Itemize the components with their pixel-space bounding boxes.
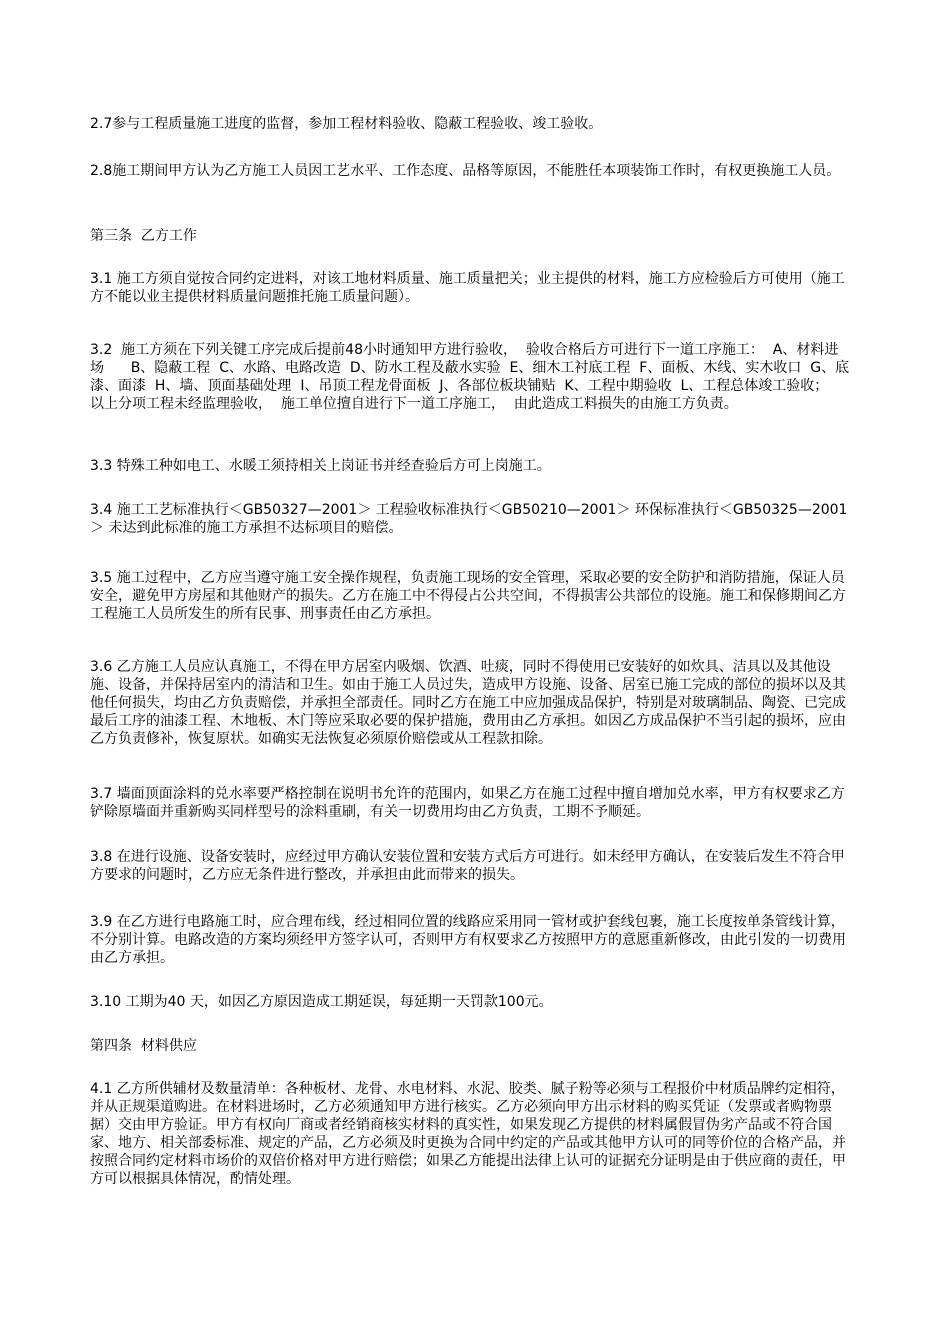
clause-3-3: 3.3 特殊工种如电工、水暖工须持相关上岗证书并经查验后方可上岗施工。 <box>90 458 551 474</box>
article-4-heading: 第四条 材料供应 <box>90 1038 197 1054</box>
clause-4-1: 4.1 乙方所供辅材及数量清单：各种板材、龙骨、水电材料、水泥、胶类、腻子粉等必须与工程报价中材质品牌约定相符，并从正规渠道购进。在材料进场时，乙方必须通知甲方进行核实。乙方必须向甲方出示材料的购买凭证（发票或者购物票据）交由甲方验证。甲方有权向厂商或者经销商核实材料的真实性，如果发现乙方提供的材料属假冒伪劣产品或不符合国家、地方、相关部委标准、规定的产品，乙方必须及时更换为合同中约定的产品或其他甲方认可的同等价位的合格产品，并按照合同约定材料市场价的双倍价格对甲方进行赔偿；如果乙方能提出法律上认可的证据充分证明是由于供应商的责任，甲方可以根据具体情况，酌情处理。 <box>90 1081 846 1187</box>
article-3-heading: 第三条 乙方工作 <box>90 228 197 244</box>
clause-3-2: 3.2 施工方须在下列关键工序完成后提前48小时通知甲方进行验收， 验收合格后方可进行下一道工序施工： A、材料进场 B、隐蔽工程 C、水路、电路改造 D、防水工程及蔽水实验 E、细木工衬底工程 F、面板、木线、实木收口 G、底漆、面漆 H、墙、顶面基础处理 I、吊顶工程龙骨面板 J、各部位板块铺贴 K、工程中期验收 L、工程总体竣工验收； 以上分项工程未经监理验收， 施工单位擅自进行下一道工序施工， 由此造成工料损失的由施工方负责。 <box>90 342 850 412</box>
clause-3-7: 3.7 墙面顶面涂料的兑水率要严格控制在说明书允许的范围内，如果乙方在施工过程中擅自增加兑水率，甲方有权要求乙方铲除原墙面并重新购买同样型号的涂料重刷，有关一切费用均由乙方负责，工期不予顺延。 <box>90 786 845 820</box>
clause-3-4: 3.4 施工工艺标准执行＜GB50327—2001＞ 工程验收标准执行＜GB50210—2001＞ 环保标准执行＜GB50325—2001＞ 未达到此标准的施工方承担不达标项目的赔偿。 <box>90 502 848 536</box>
clause-3-10: 3.10 工期为40 天，如因乙方原因造成工期延误，每延期一天罚款100元。 <box>90 994 553 1010</box>
clause-3-1: 3.1 施工方须自觉按合同约定进料，对该工地材料质量、施工质量把关；业主提供的材料，施工方应检验后方可使用（施工方不能以业主提供材料质量问题推托施工质量问题）。 <box>90 271 845 305</box>
clause-2-8: 2.8施工期间甲方认为乙方施工人员因工艺水平、工作态度、品格等原因，不能胜任本项装饰工作时，有权更换施工人员。 <box>90 163 841 179</box>
clause-3-8: 3.8 在进行设施、设备安装时，应经过甲方确认安装位置和安装方式后方可进行。如未经甲方确认，在安装后发生不符合甲方要求的问题时，乙方应无条件进行整改，并承担由此而带来的损失。 <box>90 849 845 883</box>
clause-3-6: 3.6 乙方施工人员应认真施工，不得在甲方居室内吸烟、饮酒、吐痰，同时不得使用已安装好的如炊具、洁具以及其他设施、设备，并保持居室内的清洁和卫生。如由于施工人员过失，造成甲方设施、设备、居室已施工完成的部位的损坏以及其他任何损失，均由乙方负责赔偿，并承担全部责任。同时乙方在施工中应加强成品保护，特别是对玻璃制品、陶瓷、已完成最后工序的油漆工程、木地板、木门等应采取必要的保护措施，费用由乙方承担。如因乙方成品保护不当引起的损坏，应由乙方负责修补，恢复原状。如确实无法恢复必须原价赔偿或从工程款扣除。 <box>90 659 846 747</box>
clause-2-7: 2.7参与工程质量施工进度的监督，参加工程材料验收、隐蔽工程验收、竣工验收。 <box>90 116 603 132</box>
clause-3-9: 3.9 在乙方进行电路施工时，应合理布线，经过相同位置的线路应采用同一管材或护套线包裹，施工长度按单条管线计算，不分别计算。电路改造的方案均须经甲方签字认可，否则甲方有权要求乙方按照甲方的意愿重新修改，由此引发的一切费用由乙方承担。 <box>90 914 846 966</box>
clause-3-5: 3.5 施工过程中，乙方应当遵守施工安全操作规程，负责施工现场的安全管理，采取必要的安全防护和消防措施，保证人员安全，避免甲方房屋和其他财产的损失。乙方在施工中不得侵占公共空间，不得损害公共部位的设施。施工和保修期间乙方工程施工人员所发生的所有民事、刑事责任由乙方承担。 <box>90 570 846 622</box>
